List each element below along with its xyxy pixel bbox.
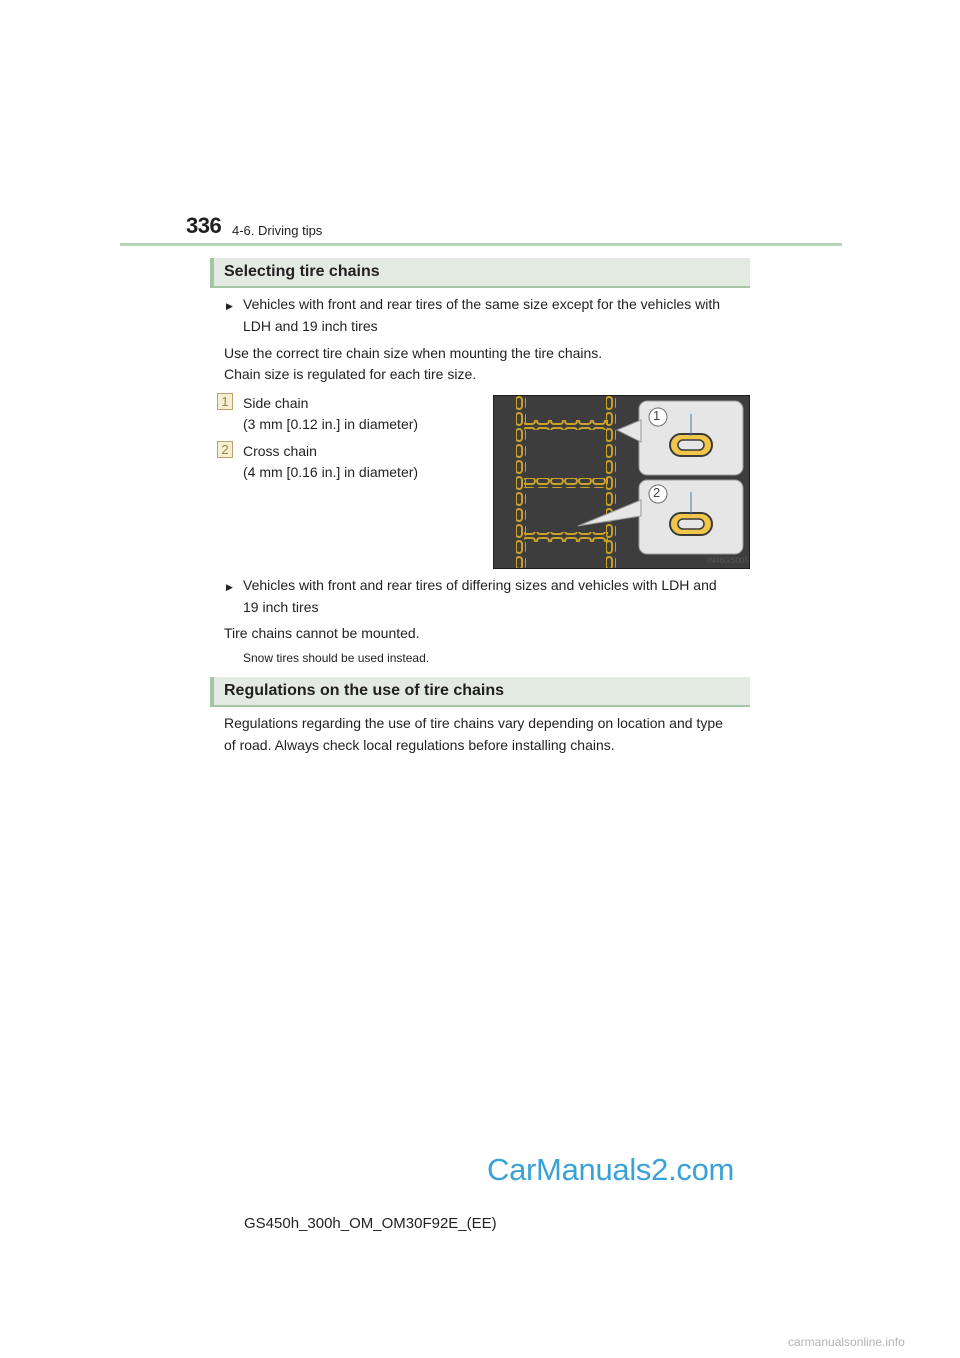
callout-1-label: 1: [653, 408, 661, 423]
regulations-line-2: of road. Always check local regulations before installing chains.: [224, 737, 615, 753]
item-name: Side chain: [243, 395, 309, 411]
intro-line-2: Chain size is regulated for each tire size.: [224, 366, 477, 382]
bullet-line-1: Vehicles with front and rear tires of differing sizes and vehicles with LDH and: [243, 577, 717, 593]
item-size: (4 mm [0.16 in.] in diameter): [243, 464, 419, 480]
item-number-badge: 2: [217, 441, 233, 459]
figure-code: IN46GS005: [707, 556, 749, 565]
footer-site-watermark: carmanualsonline.info: [788, 1335, 905, 1349]
intro-line-1: Use the correct tire chain size when mounting the tire chains.: [224, 345, 603, 361]
footer-model-code: GS450h_300h_OM_OM30F92E_(EE): [244, 1215, 497, 1232]
pointer-wedge: [617, 420, 641, 442]
bullet-line-2: 19 inch tires: [243, 599, 319, 615]
section-breadcrumb: 4-6. Driving tips: [232, 223, 323, 238]
item-number-badge: 1: [217, 393, 233, 411]
bullet-line-2: LDH and 19 inch tires: [243, 318, 378, 334]
bullet-triangle-icon: ▶: [226, 301, 233, 311]
section-heading-selecting-tire-chains: [210, 258, 750, 288]
section-title: Regulations on the use of tire chains: [224, 682, 505, 699]
section-heading-regulations: [210, 677, 750, 707]
chain-diagram: [494, 396, 749, 568]
item-size: (3 mm [0.12 in.] in diameter): [243, 416, 419, 432]
item-name: Cross chain: [243, 443, 317, 459]
section-title: Selecting tire chains: [224, 263, 380, 280]
page-number: 336: [186, 213, 222, 238]
bullet-line-1: Vehicles with front and rear tires of the same size except for the vehicles with: [243, 296, 721, 312]
cross-chain: [524, 420, 608, 430]
regulations-line-1: Regulations regarding the use of tire chains vary depending on location and type: [224, 715, 723, 731]
small-note: Snow tires should be used instead.: [243, 651, 430, 665]
cross-chain: [524, 532, 608, 542]
callout-2-label: 2: [653, 485, 661, 500]
tire-chain-illustration: [493, 395, 750, 569]
cross-chain: [524, 478, 608, 488]
note-text: Tire chains cannot be mounted.: [224, 625, 420, 641]
watermark-logo: CarManuals2.com: [487, 1152, 735, 1187]
bullet-triangle-icon: ▶: [226, 582, 233, 592]
header-divider: [120, 243, 842, 246]
